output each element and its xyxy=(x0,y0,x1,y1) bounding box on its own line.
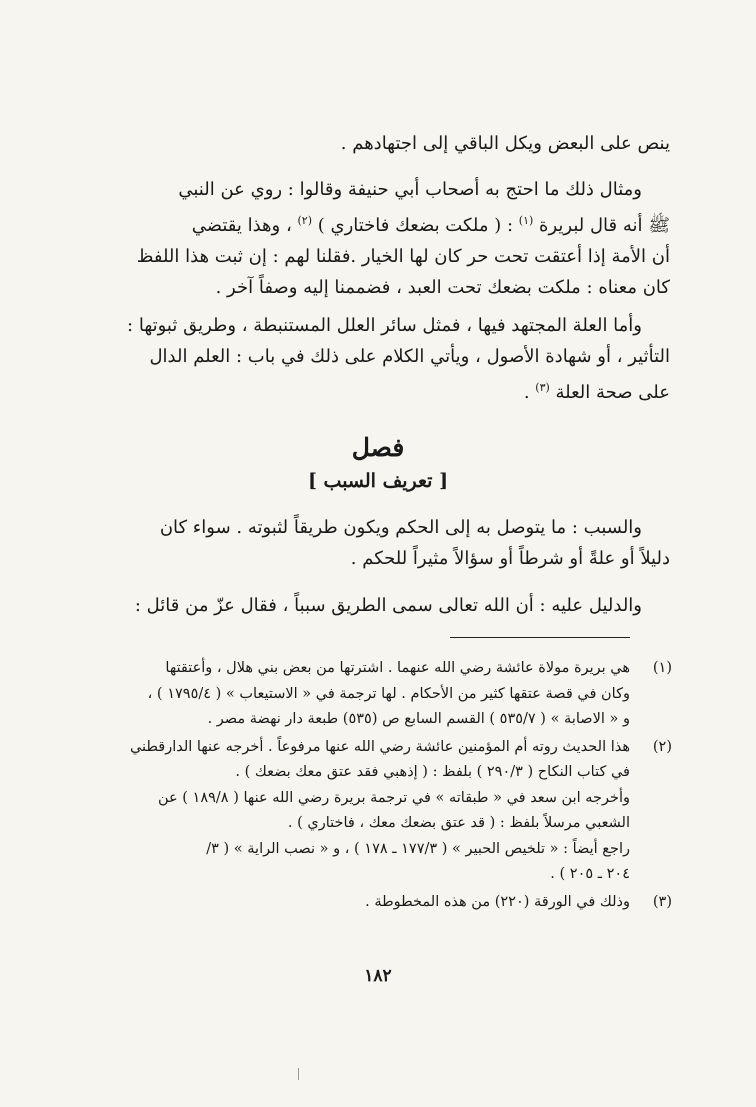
section-title: فصل xyxy=(351,433,405,462)
paragraph-2-text-b: : ( ملكت بضعك فاختاري ) xyxy=(317,215,519,236)
footnote-line: و « الاصابة » ( ٥٣٥/٧ ) القسم السابع ص (٥٣٥) طبعة دار نهضة مصر . xyxy=(207,711,630,727)
footnote-line: راجع أيضاً : « تلخيص الحبير » ( ١٧٧/٣ ـ ١٧٨ ) ، و « نصب الراية » ( ٣/ xyxy=(206,840,630,857)
footnote-number: (٣) xyxy=(652,893,672,910)
footnote-ref-2: (٢) xyxy=(297,214,312,227)
footnote-line: ٢٠٤ ـ ٢٠٥ ) . xyxy=(550,866,630,882)
footnote-line: وأخرجه ابن سعد في « طبقاته » في ترجمة بريرة رضي الله عنها ( ١٨٩/٨ ) عن xyxy=(157,789,630,806)
section-subtitle: [ تعريف السبب ] xyxy=(307,470,449,492)
paragraph-5 xyxy=(78,590,670,621)
paragraph-2-text-c: ، وهذا يقتضي xyxy=(191,215,298,236)
footnote-2 xyxy=(72,735,672,888)
paragraph-2-line-4: كان معناه : ملكت بضعك تحت العبد ، فضممنا إليه وصفاً آخر . xyxy=(215,277,670,298)
paragraph-2-line-2 xyxy=(78,205,670,241)
footnote-line: هي بريرة مولاة عائشة رضي الله عنهما . اشترتها من بعض بني هلال ، وأعتقتها xyxy=(165,660,630,676)
paragraph-4 xyxy=(78,512,670,574)
footnote-divider xyxy=(450,637,630,638)
paragraph-4-line-1: والسبب : ما يتوصل به إلى الحكم ويكون طريقاً لثبوته . سواء كان xyxy=(159,517,642,538)
paragraph-2-line-3: أن الأمة إذا أعتقت تحت حر كان لها الخيار .فقلنا لهم : إن ثبت هذا اللفظ xyxy=(136,246,670,267)
footnote-line: هذا الحديث روته أم المؤمنين عائشة رضي الله عنها مرفوعاً . أخرجه عنها الدارقطني xyxy=(129,738,630,755)
paragraph-3-text-a: على صحة العلة xyxy=(555,382,670,403)
footnote-line: وذلك في الورقة (٢٢٠) من هذه المخطوطة . xyxy=(365,893,630,910)
footnote-line: وكان في قصة عتقها كثير من الأحكام . لها ترجمة في « الاستيعاب » ( ١٧٩٥/٤ ) ، xyxy=(147,685,630,702)
paragraph-2 xyxy=(78,174,670,303)
paragraph-5-text: والدليل عليه : أن الله تعالى سمى الطريق سبباً ، فقال عزّ من قائل : xyxy=(134,595,642,616)
paragraph-3-text-b: . xyxy=(523,382,536,403)
paragraph-2-line-1: ومثال ذلك ما احتج به أصحاب أبي حنيفة وقالوا : روي عن النبي xyxy=(178,179,642,200)
page-number: ١٨٢ xyxy=(364,966,392,986)
paragraph-3 xyxy=(78,310,670,408)
footnote-ref-1: (١) xyxy=(518,214,534,227)
paragraph-1 xyxy=(78,128,670,159)
footnotes xyxy=(72,656,672,917)
footnote-line: الشعبي مرسلاً بلفظ : ( قد عتق بضعك معك ، فاختاري ) . xyxy=(287,815,630,831)
scan-mark xyxy=(298,1068,299,1080)
paragraph-3-line-3 xyxy=(78,372,670,408)
paragraph-3-line-2: التأثير ، أو شهادة الأصول ، ويأتي الكلام على ذلك في باب : العلم الدال xyxy=(149,346,670,367)
footnote-3 xyxy=(72,890,672,916)
footnote-ref-3: (٣) xyxy=(535,381,550,394)
paragraph-4-line-2: دليلاً أو علةً أو شرطاً أو سؤالاً مثيراً للحكم . xyxy=(350,548,670,569)
footnote-1 xyxy=(72,656,672,733)
footnote-number: (٢) xyxy=(652,738,672,755)
paragraph-2-text-a: ﷺ أنه قال لبريرة xyxy=(539,215,670,236)
footnote-number: (١) xyxy=(652,660,672,676)
paragraph-1-text: ينص على البعض ويكل الباقي إلى اجتهادهم . xyxy=(340,133,670,154)
footnote-line: في كتاب النكاح ( ٢٩٠/٣ ) بلفظ : ( إذهبي فقد عتق معك بضعك ) . xyxy=(235,764,630,780)
paragraph-3-line-1: وأما العلة المجتهد فيها ، فمثل سائر العلل المستنبطة ، وطريق ثبوتها : xyxy=(127,315,642,336)
